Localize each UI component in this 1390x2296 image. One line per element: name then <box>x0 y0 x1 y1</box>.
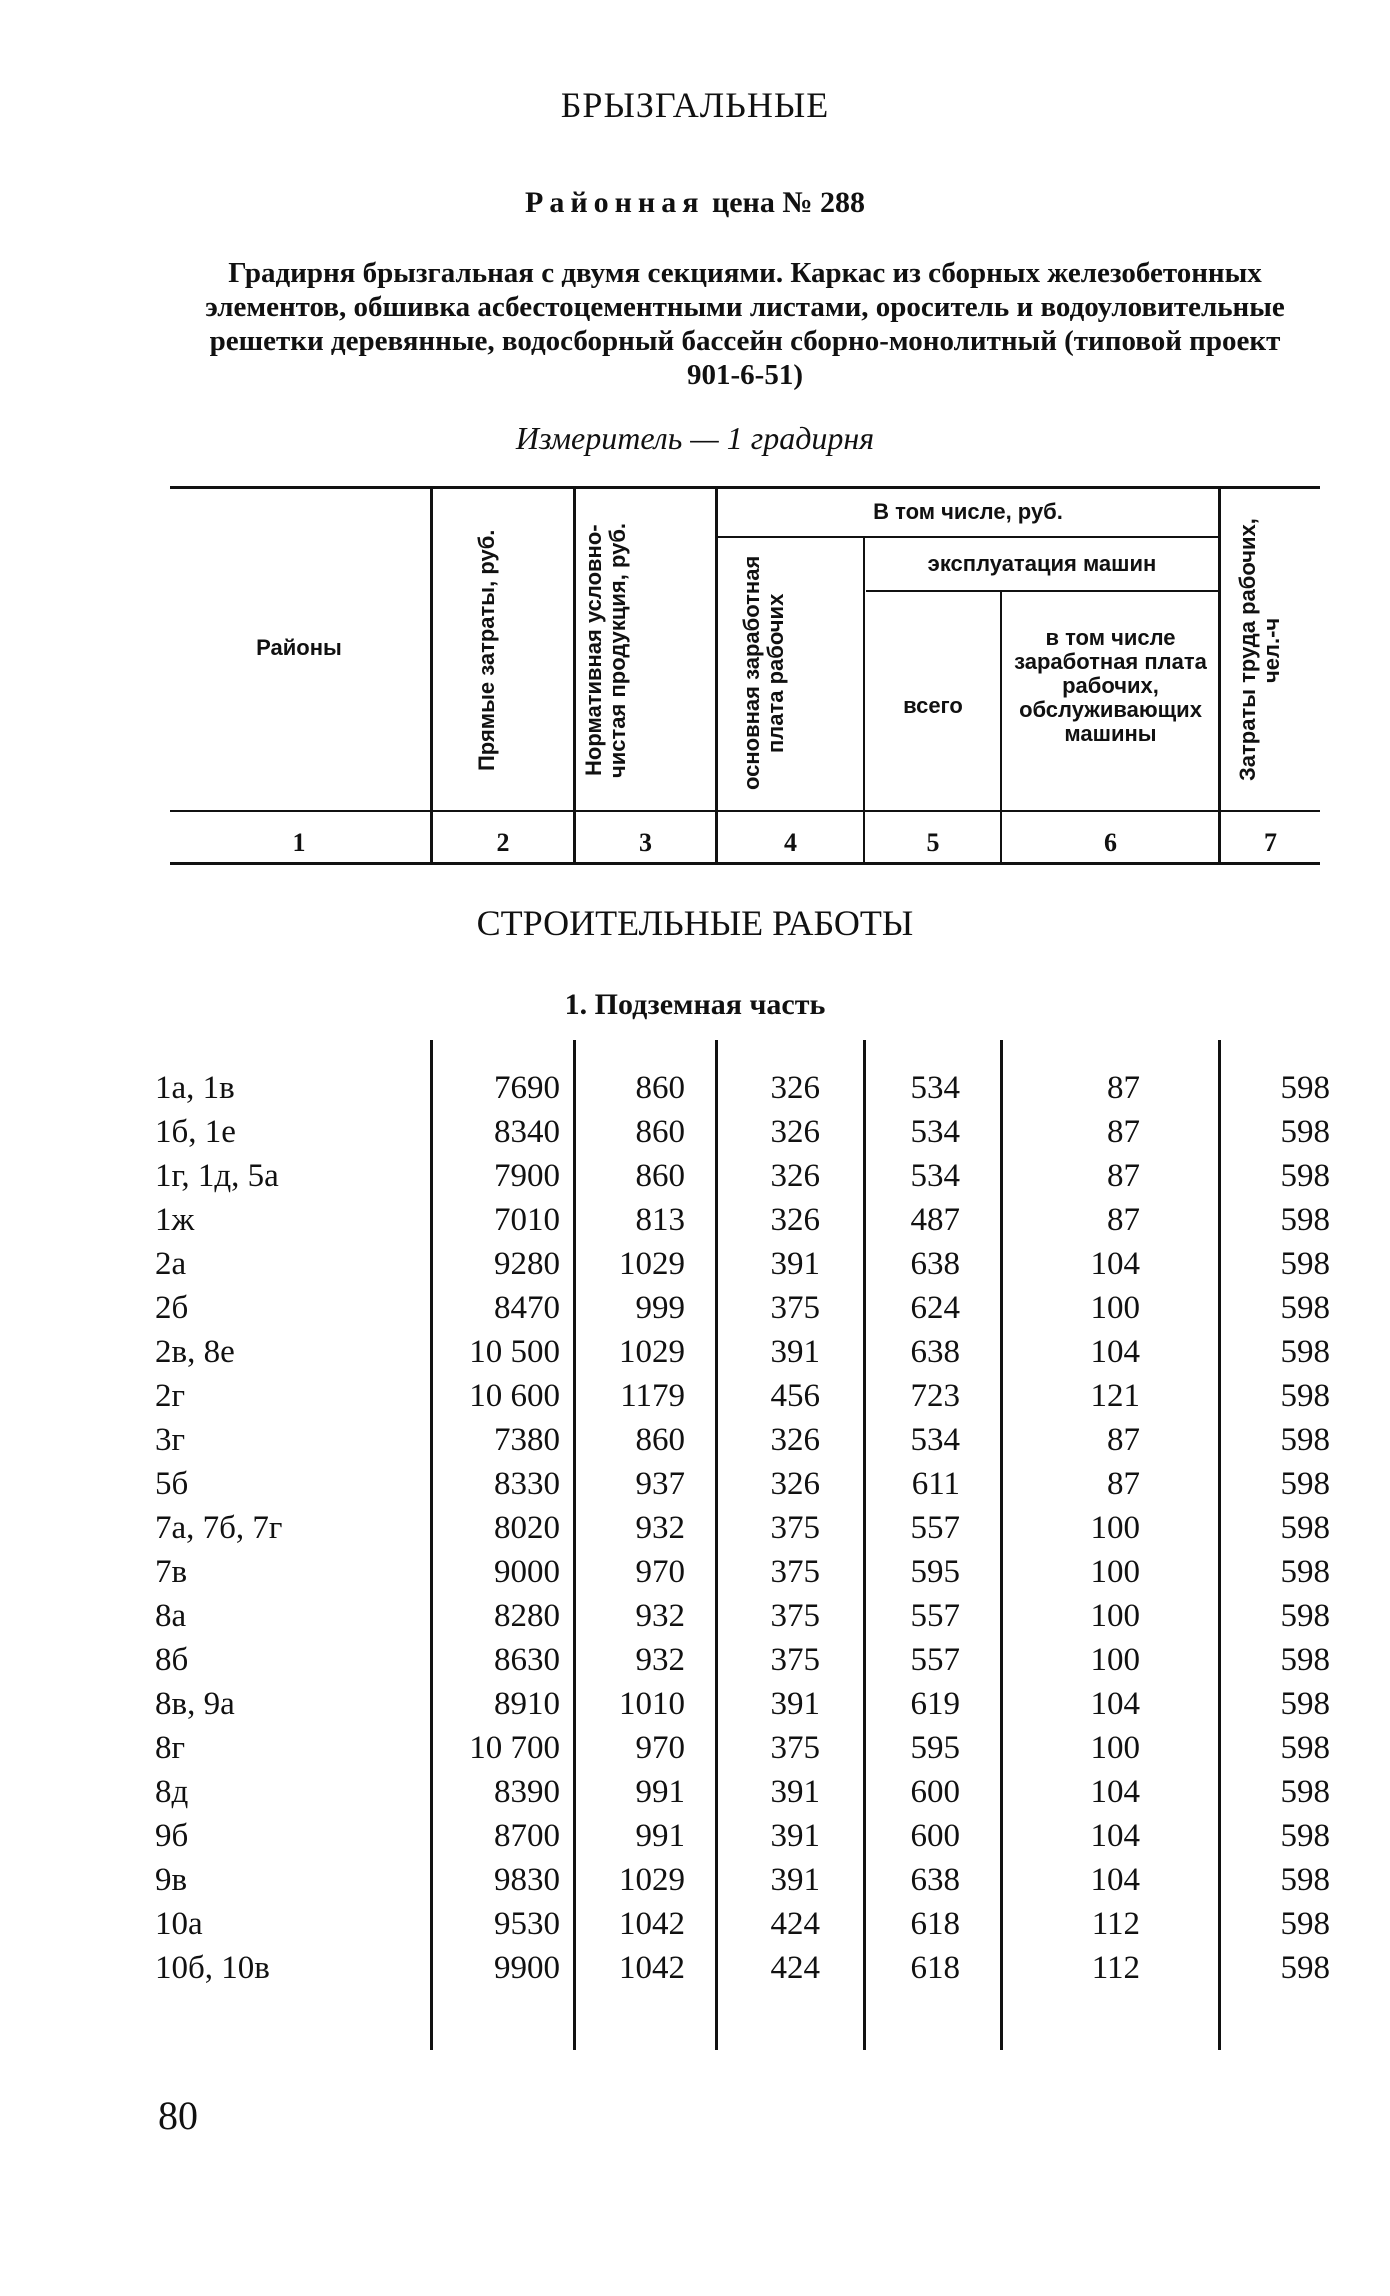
cell-net-product: 860 <box>635 1158 685 1194</box>
col-number: 7 <box>1264 828 1277 857</box>
cell-base-wage: 326 <box>770 1070 820 1106</box>
table-row <box>0 1510 1390 1554</box>
table-row <box>0 1730 1390 1774</box>
cell-labor: 598 <box>1280 1158 1330 1194</box>
cell-direct-costs: 9280 <box>494 1246 560 1282</box>
col-divider <box>1218 488 1221 862</box>
cell-net-product: 970 <box>635 1554 685 1590</box>
cell-direct-costs: 8910 <box>494 1686 560 1722</box>
col-header-labor: Затраты труда рабочих, чел.-ч <box>1235 518 1284 782</box>
cell-base-wage: 326 <box>770 1422 820 1458</box>
cell-operator-wage: 104 <box>1090 1774 1140 1810</box>
cell-base-wage: 391 <box>770 1246 820 1282</box>
cell-labor: 598 <box>1280 1818 1330 1854</box>
col-header-total: всего <box>903 693 963 718</box>
cell-net-product: 860 <box>635 1422 685 1458</box>
cell-net-product: 1029 <box>619 1862 685 1898</box>
table-row <box>0 1070 1390 1114</box>
col-number: 4 <box>784 828 797 857</box>
table-row <box>0 1906 1390 1950</box>
cell-district: 9в <box>155 1862 188 1898</box>
cell-labor: 598 <box>1280 1686 1330 1722</box>
cell-base-wage: 326 <box>770 1202 820 1238</box>
col-header-operator-wage: в том числе заработная плата рабочих, обслуживающих машины <box>1014 625 1207 746</box>
table-row <box>0 1862 1390 1906</box>
cell-labor: 598 <box>1280 1290 1330 1326</box>
cell-base-wage: 424 <box>770 1906 820 1942</box>
description: Градирня брызгальная с двумя секциями. Каркас из сборных железобетонных элементов, обшивка асбестоцементными листами, ороситель и водоуловительные решетки деревянные, водосборный бассейн сборно-монолитный (типовой проект 901-6-51) <box>205 257 1285 391</box>
cell-district: 2в, 8е <box>155 1334 235 1370</box>
cell-base-wage: 375 <box>770 1290 820 1326</box>
cell-machine-total: 487 <box>910 1202 960 1238</box>
cell-base-wage: 375 <box>770 1730 820 1766</box>
cell-direct-costs: 7690 <box>494 1070 560 1106</box>
cell-machine-total: 618 <box>910 1950 960 1986</box>
cell-labor: 598 <box>1280 1422 1330 1458</box>
cell-net-product: 860 <box>635 1070 685 1106</box>
table-row <box>0 1290 1390 1334</box>
table-row <box>0 1598 1390 1642</box>
subgroup-rule <box>866 590 1218 592</box>
cell-district: 2г <box>155 1378 186 1414</box>
cell-labor: 598 <box>1280 1554 1330 1590</box>
table-row <box>0 1158 1390 1202</box>
cell-district: 8б <box>155 1642 189 1678</box>
header-mid-rule <box>170 810 1320 812</box>
cell-operator-wage: 87 <box>1107 1158 1140 1194</box>
cell-base-wage: 375 <box>770 1598 820 1634</box>
table-row <box>0 1642 1390 1686</box>
cell-direct-costs: 8020 <box>494 1510 560 1546</box>
cell-labor: 598 <box>1280 1070 1330 1106</box>
cell-labor: 598 <box>1280 1510 1330 1546</box>
cell-base-wage: 391 <box>770 1862 820 1898</box>
cell-district: 10а <box>155 1906 203 1942</box>
cell-direct-costs: 9830 <box>494 1862 560 1898</box>
table-row <box>0 1334 1390 1378</box>
cell-district: 7в <box>155 1554 188 1590</box>
cell-operator-wage: 87 <box>1107 1466 1140 1502</box>
subsection-title: 1. Подземная часть <box>564 988 826 1021</box>
cell-machine-total: 638 <box>910 1862 960 1898</box>
cell-labor: 598 <box>1280 1202 1330 1238</box>
cell-base-wage: 326 <box>770 1114 820 1150</box>
col-header-machine-ops: эксплуатация машин <box>927 551 1157 576</box>
col-number: 5 <box>926 828 940 857</box>
table-row <box>0 1950 1390 1994</box>
cell-district: 10б, 10в <box>155 1950 270 1986</box>
cell-district: 7а, 7б, 7г <box>155 1510 283 1546</box>
cell-operator-wage: 87 <box>1107 1422 1140 1458</box>
price-heading <box>0 186 1390 220</box>
cell-machine-total: 557 <box>910 1598 960 1634</box>
table-row <box>0 1818 1390 1862</box>
cell-direct-costs: 8280 <box>494 1598 560 1634</box>
cell-base-wage: 375 <box>770 1554 820 1590</box>
cell-machine-total: 611 <box>911 1466 960 1502</box>
cell-direct-costs: 10 700 <box>469 1730 560 1766</box>
col-header-base-wage: основная заработная плата рабочих <box>739 555 788 791</box>
cell-operator-wage: 87 <box>1107 1202 1140 1238</box>
col-header-direct-costs: Прямые затраты, руб. <box>474 529 499 771</box>
col-divider <box>715 488 718 862</box>
cell-operator-wage: 87 <box>1107 1114 1140 1150</box>
cell-net-product: 991 <box>635 1774 685 1810</box>
cell-labor: 598 <box>1280 1246 1330 1282</box>
cell-district: 1г, 1д, 5а <box>155 1158 279 1194</box>
cell-machine-total: 624 <box>910 1290 960 1326</box>
cell-base-wage: 456 <box>770 1378 820 1414</box>
cell-machine-total: 723 <box>910 1378 960 1414</box>
cell-machine-total: 557 <box>910 1510 960 1546</box>
cell-machine-total: 638 <box>910 1246 960 1282</box>
cell-operator-wage: 112 <box>1091 1906 1140 1942</box>
cell-machine-total: 600 <box>910 1774 960 1810</box>
cell-district: 8д <box>155 1774 189 1810</box>
cell-operator-wage: 100 <box>1090 1642 1140 1678</box>
cell-machine-total: 619 <box>910 1686 960 1722</box>
cell-operator-wage: 100 <box>1090 1730 1140 1766</box>
cell-operator-wage: 104 <box>1090 1818 1140 1854</box>
cell-machine-total: 534 <box>910 1114 960 1150</box>
cell-base-wage: 391 <box>770 1334 820 1370</box>
cell-direct-costs: 9900 <box>494 1950 560 1986</box>
cell-labor: 598 <box>1280 1730 1330 1766</box>
cell-operator-wage: 100 <box>1090 1290 1140 1326</box>
cell-direct-costs: 10 500 <box>469 1334 560 1370</box>
table-row <box>0 1774 1390 1818</box>
cell-operator-wage: 100 <box>1090 1554 1140 1590</box>
cell-direct-costs: 9000 <box>494 1554 560 1590</box>
cell-machine-total: 600 <box>910 1818 960 1854</box>
cell-net-product: 1042 <box>619 1950 685 1986</box>
col-header-net-product: Нормативная условно-чистая продукция, руб. <box>581 522 630 778</box>
header-bottom-rule <box>170 862 1320 865</box>
cell-machine-total: 557 <box>910 1642 960 1678</box>
cell-machine-total: 534 <box>910 1422 960 1458</box>
col-number: 1 <box>292 828 306 857</box>
cell-direct-costs: 8330 <box>494 1466 560 1502</box>
cell-district: 9б <box>155 1818 189 1854</box>
cell-direct-costs: 7010 <box>494 1202 560 1238</box>
table-row <box>0 1686 1390 1730</box>
cell-operator-wage: 104 <box>1090 1334 1140 1370</box>
cell-labor: 598 <box>1280 1378 1330 1414</box>
table-body <box>0 1070 1390 1994</box>
cell-district: 3г <box>155 1422 186 1458</box>
cell-district: 8г <box>155 1730 186 1766</box>
cell-net-product: 1029 <box>619 1246 685 1282</box>
cell-operator-wage: 87 <box>1107 1070 1140 1106</box>
table-row <box>0 1114 1390 1158</box>
cell-base-wage: 391 <box>770 1774 820 1810</box>
table-row <box>0 1378 1390 1422</box>
cell-base-wage: 424 <box>770 1950 820 1986</box>
cell-direct-costs: 8700 <box>494 1818 560 1854</box>
cell-net-product: 1010 <box>619 1686 685 1722</box>
cell-district: 8а <box>155 1598 187 1634</box>
cell-labor: 598 <box>1280 1862 1330 1898</box>
cell-net-product: 937 <box>635 1466 685 1502</box>
group-rule <box>718 536 1218 538</box>
cell-direct-costs: 8390 <box>494 1774 560 1810</box>
cell-direct-costs: 7380 <box>494 1422 560 1458</box>
cell-district: 1а, 1в <box>155 1070 235 1106</box>
cell-operator-wage: 100 <box>1090 1598 1140 1634</box>
header-top-rule <box>170 486 1320 489</box>
cell-machine-total: 595 <box>910 1730 960 1766</box>
price-word: Районная <box>525 186 705 219</box>
cell-base-wage: 391 <box>770 1686 820 1722</box>
col-number: 6 <box>1104 828 1117 857</box>
cell-district: 2б <box>155 1290 189 1326</box>
cell-labor: 598 <box>1280 1642 1330 1678</box>
cell-net-product: 970 <box>635 1730 685 1766</box>
cell-machine-total: 534 <box>910 1158 960 1194</box>
cell-operator-wage: 104 <box>1090 1686 1140 1722</box>
table-row <box>0 1466 1390 1510</box>
col-divider <box>863 536 865 862</box>
cell-labor: 598 <box>1280 1466 1330 1502</box>
cell-net-product: 860 <box>635 1114 685 1150</box>
measure-unit: Измеритель — 1 градирня <box>515 420 875 456</box>
table-row <box>0 1422 1390 1466</box>
cell-direct-costs: 7900 <box>494 1158 560 1194</box>
cell-direct-costs: 8630 <box>494 1642 560 1678</box>
cell-district: 8в, 9а <box>155 1686 235 1722</box>
col-number: 3 <box>639 828 652 857</box>
cell-labor: 598 <box>1280 1598 1330 1634</box>
cell-net-product: 1029 <box>619 1334 685 1370</box>
cell-machine-total: 595 <box>910 1554 960 1590</box>
cell-labor: 598 <box>1280 1906 1330 1942</box>
page-number: 80 <box>158 2093 198 2138</box>
cell-machine-total: 638 <box>910 1334 960 1370</box>
section-title: СТРОИТЕЛЬНЫЕ РАБОТЫ <box>476 903 914 943</box>
table-row <box>0 1554 1390 1598</box>
cell-base-wage: 326 <box>770 1466 820 1502</box>
cell-operator-wage: 100 <box>1090 1510 1140 1546</box>
col-number: 2 <box>496 828 510 857</box>
cell-direct-costs: 9530 <box>494 1906 560 1942</box>
cell-base-wage: 375 <box>770 1642 820 1678</box>
cell-labor: 598 <box>1280 1114 1330 1150</box>
price-number: цена № 288 <box>711 186 865 219</box>
cell-net-product: 932 <box>635 1642 685 1678</box>
cell-base-wage: 326 <box>770 1158 820 1194</box>
cell-machine-total: 618 <box>910 1906 960 1942</box>
cell-direct-costs: 8470 <box>494 1290 560 1326</box>
cell-labor: 598 <box>1280 1950 1330 1986</box>
cell-net-product: 991 <box>635 1818 685 1854</box>
cell-direct-costs: 8340 <box>494 1114 560 1150</box>
col-header-group: В том числе, руб. <box>873 499 1063 524</box>
cell-net-product: 1042 <box>619 1906 685 1942</box>
cell-operator-wage: 121 <box>1090 1378 1140 1414</box>
col-header-districts: Районы <box>256 635 342 660</box>
cell-district: 1б, 1е <box>155 1114 236 1150</box>
col-divider <box>573 488 576 862</box>
cell-net-product: 813 <box>635 1202 685 1238</box>
table-row <box>0 1202 1390 1246</box>
table-row <box>0 1246 1390 1290</box>
cell-district: 2а <box>155 1246 187 1282</box>
cell-operator-wage: 104 <box>1090 1246 1140 1282</box>
cell-operator-wage: 104 <box>1090 1862 1140 1898</box>
cell-net-product: 932 <box>635 1510 685 1546</box>
cell-net-product: 999 <box>635 1290 685 1326</box>
cell-labor: 598 <box>1280 1334 1330 1370</box>
cell-base-wage: 391 <box>770 1818 820 1854</box>
cell-base-wage: 375 <box>770 1510 820 1546</box>
cell-net-product: 932 <box>635 1598 685 1634</box>
col-divider <box>1000 590 1002 862</box>
cell-operator-wage: 112 <box>1091 1950 1140 1986</box>
cell-labor: 598 <box>1280 1774 1330 1810</box>
cell-district: 5б <box>155 1466 189 1502</box>
cell-direct-costs: 10 600 <box>469 1378 560 1414</box>
cell-machine-total: 534 <box>910 1070 960 1106</box>
cell-net-product: 1179 <box>620 1378 685 1414</box>
col-divider <box>430 488 433 862</box>
cell-district: 1ж <box>155 1202 195 1238</box>
page-title: БРЫЗГАЛЬНЫЕ <box>560 85 830 125</box>
